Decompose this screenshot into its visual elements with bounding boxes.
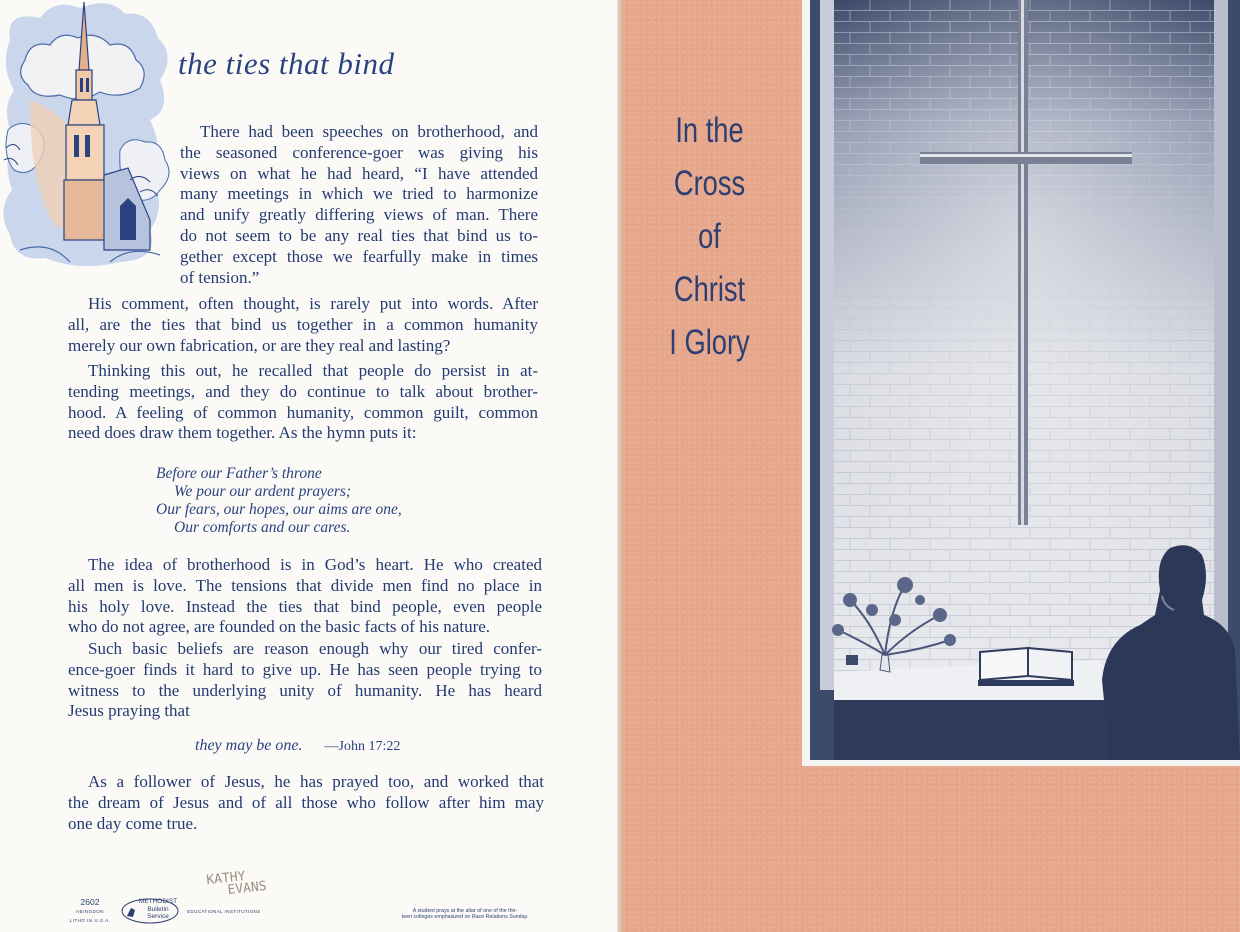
paragraph-2 [68, 294, 538, 356]
paragraph-line: and unify greatly differing views of man. There [180, 205, 538, 225]
photo-caption [372, 908, 558, 921]
paragraph-line: the dream of Jesus and of all those who follow after him may [68, 792, 544, 812]
paragraph-line: the seasoned conference-goer was giving his [180, 142, 538, 162]
publication-code [68, 898, 112, 925]
seal-text [138, 898, 178, 921]
paragraph-line: merely our own fabrication, or are they real and lasting? [68, 335, 451, 355]
paragraph-line: Thinking this out, he recalled that people do persist in at- [88, 361, 538, 380]
caption-line: A student prays at the altar of one of the thir- [412, 908, 518, 914]
cover-title-line: of [698, 217, 721, 256]
paragraph-line: all men is love. The tensions that divide men find no place in [68, 575, 542, 595]
article-heading: the ties that bind [178, 46, 395, 81]
paragraph-3 [68, 361, 538, 444]
paragraph-line: ence-goer finds it hard to give up. He has seen people trying to [68, 659, 542, 679]
paragraph-line: The idea of brotherhood is in God’s heart. He who created [88, 555, 542, 574]
paragraph-line: need does draw them together. As the hymn puts it: [68, 423, 417, 443]
signature-line: EVANS [226, 878, 268, 898]
paragraph-line: His comment, often thought, is rarely put into words. After [88, 294, 538, 313]
scripture-reference: —John 17:22 [324, 739, 401, 754]
hymn-line: Our fears, our hopes, our aims are one, [156, 501, 402, 518]
paragraph-line: gether except those we fearfully make in times [180, 246, 538, 266]
paragraph-line: do not seem to be any real ties that bind us to- [180, 225, 538, 245]
hymn-line: Before our Father’s throne [156, 465, 322, 482]
cover-title-line: I Glory [669, 323, 750, 362]
paragraph-1 [180, 122, 538, 288]
scripture-verse: they may be one. [195, 737, 303, 754]
seal-line: METHODIST [138, 898, 178, 905]
paragraph-5 [68, 639, 542, 722]
paragraph-line: Such basic beliefs are reason enough why our tired confer- [88, 639, 542, 658]
seal-line: Bulletin [147, 905, 169, 913]
paragraph-line: As a follower of Jesus, he has prayed too, and worked that [88, 772, 544, 791]
chapel-cross-photo [810, 0, 1240, 760]
paragraph-6 [68, 772, 544, 834]
paragraph-line: who do not agree, are founded on the basic facts of his nature. [68, 617, 491, 637]
paragraph-line: Jesus praying that [68, 701, 190, 721]
paragraph-line: one day come true. [68, 813, 198, 833]
educational-institutions-label: EDUCATIONAL INSTITUTIONS [187, 909, 261, 914]
hymn-quote [156, 465, 402, 537]
cover-title [665, 104, 755, 369]
paragraph-line: tending meetings, and they do continue to talk about brother- [68, 381, 538, 401]
photo-frame [802, 0, 1240, 766]
paragraph-4 [68, 555, 542, 638]
paragraph-line: There had been speeches on brotherhood, and [200, 122, 538, 141]
seal-line: Service [147, 913, 169, 920]
code-number: 2602 [80, 897, 100, 907]
cover-title-line: Cross [673, 164, 746, 203]
paragraph-line: his holy love. Instead the ties that bind people, even people [68, 596, 542, 616]
paragraph-line: all, are the ties that bind us together in a common humanity [68, 314, 538, 334]
cover-title-line: In the [675, 111, 744, 150]
cover-page [622, 0, 1240, 932]
litho-note: LITHO IN U.S.A. [69, 918, 111, 923]
paragraph-line: of tension.” [180, 267, 260, 287]
hymn-line: We pour our ardent prayers; [174, 483, 352, 500]
hymn-line: Our comforts and our cares. [174, 519, 351, 536]
cover-title-line: Christ [673, 270, 746, 309]
caption-line: teen colleges emphasized on Race Relations Sunday. [401, 914, 529, 921]
scripture-quote [195, 737, 400, 755]
paragraph-line: many meetings in which we tried to harmonize [180, 184, 538, 204]
signature-line: KATHY [205, 869, 247, 889]
paragraph-line: witness to the underlying unity of humanity. He has heard [68, 680, 542, 700]
paragraph-line: views on what he had heard, “I have attended [180, 163, 538, 183]
handwritten-signature [206, 869, 267, 899]
publisher-name: ABINGDON [75, 909, 104, 914]
church-steeple-illustration [0, 0, 178, 270]
paragraph-line: hood. A feeling of common humanity, common guilt, common [68, 402, 538, 422]
